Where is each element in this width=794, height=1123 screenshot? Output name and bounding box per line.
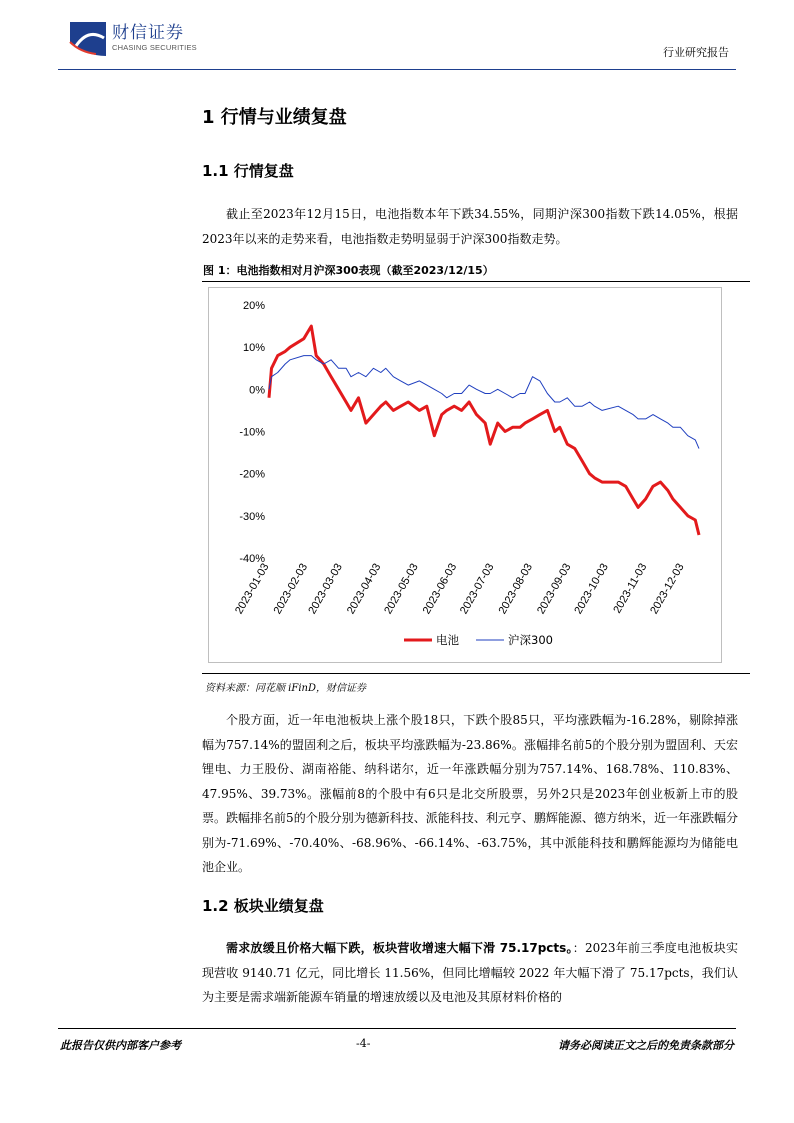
market-review-paragraph: 截止至2023年12月15日，电池指数本年下跌34.55%，同期沪深300指数下跌14.05%，根据2023年以来的走势来看，电池指数走势明显弱于沪深300指数走势。 xyxy=(202,207,738,246)
index-performance-chart xyxy=(208,287,722,663)
page-number: -4- xyxy=(356,1037,371,1050)
footer-disclaimer-right: 请务必阅读正文之后的免责条款部分 xyxy=(558,1039,734,1052)
paragraph-lead: 需求放缓且价格大幅下跌，板块营收增速大幅下滑 75.17pcts。 xyxy=(226,941,573,955)
x-tick-label: 2023-02-03 xyxy=(271,561,311,617)
figure-title: 图 1：电池指数相对月沪深300表现（截至2023/12/15） xyxy=(203,264,494,277)
company-logo xyxy=(66,16,206,60)
section-heading-1-2: 1.2 板块业绩复盘 xyxy=(202,897,324,915)
y-tick-label: 20% xyxy=(242,300,265,312)
footer-rule xyxy=(58,1028,736,1029)
sector-earnings-paragraph xyxy=(202,936,738,1010)
x-tick-label: 2023-01-03 xyxy=(233,561,272,617)
stocks-paragraph: 个股方面，近一年电池板块上涨个股18只，下跌个股85只，平均涨跌幅为-16.28%，剔除掉涨幅为757.14%的盟固利之后，板块平均涨跌幅为-23.86%。涨幅排名前5的个股分别为盟固利、天宏锂电、力王股份、湖南裕能、纳科诺尔，近一年涨跌幅分别为757.14%、168.78%、110.83%、47.95%、39.73%。涨幅前8的个股中有6只是北交所股票，另外2只是2023年创业板新上市的股票。跌幅排名前5的个股分别为德新科技、派能科技、利元亨、鹏辉能源、德方纳米，近一年涨跌幅分别为-71.69%、-70.40%、-68.96%、-66.14%、-63.75%，其中派能科技和鹏辉能源均为储能电池企业。 xyxy=(202,713,738,874)
y-tick-label: -40% xyxy=(239,553,265,565)
logo-mark-icon xyxy=(66,16,110,60)
brand-name-en: CHASING SECURITIES xyxy=(112,43,197,52)
figure-source: 资料来源：同花顺 iFinD，财信证券 xyxy=(205,683,366,694)
figure-bottom-rule xyxy=(202,673,750,674)
y-tick-label: -20% xyxy=(239,468,265,481)
y-tick-label: 0% xyxy=(249,384,265,397)
x-tick-label: 2023-09-03 xyxy=(535,561,574,617)
x-tick-label: 2023-08-03 xyxy=(496,561,536,617)
chart-canvas xyxy=(209,288,721,662)
y-tick-label: 10% xyxy=(242,342,265,355)
paragraph-body: ：2023年前三季度电池板块实现营收 9140.71 亿元，同比增长 11.56%，但同比增幅较 2022 年大幅下滑了 75.17pcts，我们认为主要是需求端新能源车销量的增速放缓以及电池及其原材料价格的 xyxy=(202,941,738,1004)
series-line-2 xyxy=(269,356,699,449)
x-tick-label: 2023-10-03 xyxy=(572,561,611,617)
brand-name-cn: 财信证券 xyxy=(112,23,184,43)
x-tick-label: 2023-12-03 xyxy=(648,561,687,617)
legend-label: 沪深300 xyxy=(508,633,553,647)
legend-label: 电池 xyxy=(436,633,459,647)
x-tick-label: 2023-06-03 xyxy=(420,561,460,617)
figure-top-rule xyxy=(202,281,750,282)
x-tick-label: 2023-04-03 xyxy=(344,561,384,617)
x-tick-label: 2023-03-03 xyxy=(306,561,345,617)
y-tick-label: -30% xyxy=(239,510,265,523)
y-tick-label: -10% xyxy=(239,426,265,439)
section-heading-1-1: 1.1 行情复盘 xyxy=(202,162,294,180)
series-line-1 xyxy=(269,326,699,535)
x-tick-label: 2023-11-03 xyxy=(611,561,650,616)
header-rule xyxy=(58,69,736,70)
footer-disclaimer-left: 此报告仅供内部客户参考 xyxy=(60,1039,181,1052)
document-type: 行业研究报告 xyxy=(663,46,729,59)
section-heading-1: 1 行情与业绩复盘 xyxy=(202,107,347,128)
x-tick-label: 2023-05-03 xyxy=(382,561,421,617)
x-tick-label: 2023-07-03 xyxy=(458,561,497,617)
